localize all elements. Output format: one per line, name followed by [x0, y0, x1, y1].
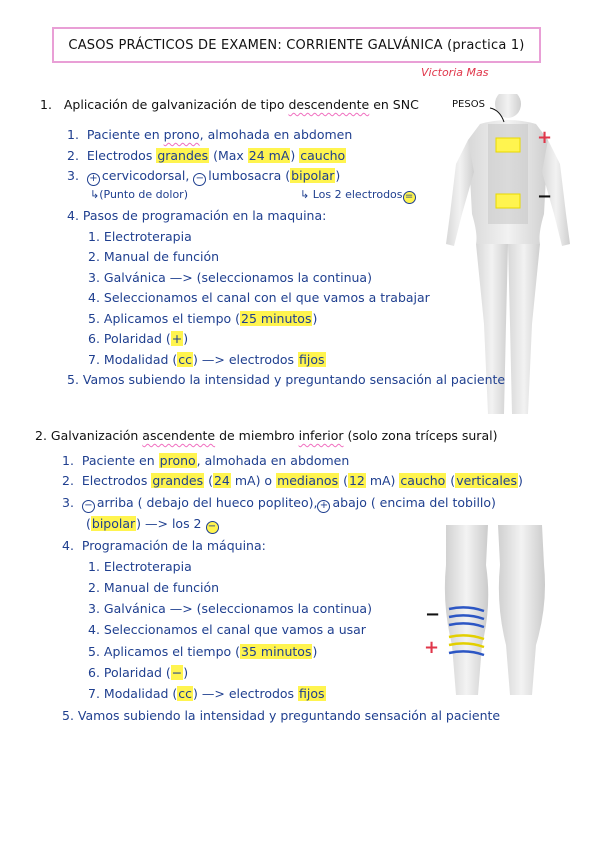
s2-item-4: 4. Programación de la máquina: — [62, 538, 266, 553]
s2-step-4: 4. Seleccionamos el canal que vamos a usar — [88, 622, 366, 637]
minus-sign-black: − — [537, 186, 553, 207]
left-arm-shape — [446, 140, 474, 246]
legs-figure — [432, 525, 556, 703]
left-leg-shape — [476, 244, 508, 414]
s1-step-5: 5. Aplicamos el tiempo (25 minutos) — [88, 311, 318, 326]
pesos-label: PESOS — [452, 99, 485, 110]
s1-step-4: 4. Seleccionamos el canal con el que vamos a trabajar — [88, 290, 430, 305]
head-shape — [495, 94, 521, 118]
s2-item-3: 3. − arriba ( debajo del hueco popliteo), + abajo ( encima del tobillo) — [62, 495, 496, 511]
s2-item-5: 5. Vamos subiendo la intensidad y preguntando sensación al paciente — [62, 708, 501, 723]
plus-circle-icon: + — [317, 500, 330, 513]
minus-circle-icon: − — [82, 500, 95, 513]
minus-sign-black: − — [425, 604, 441, 625]
upper-electrode — [496, 138, 520, 152]
s1-step-3: 3. Galvánica —> (seleccionamos la continua) — [88, 270, 372, 285]
page-title: CASOS PRÁCTICOS DE EXAMEN: CORRIENTE GALVÁNICA (practica 1) — [68, 37, 525, 53]
minus-circle-icon: − — [193, 173, 206, 186]
title-box — [52, 27, 541, 63]
s2-step-3: 3. Galvánica —> (seleccionamos la continua) — [88, 601, 372, 616]
s2-step-5: 5. Aplicamos el tiempo (35 minutos) — [88, 644, 318, 659]
s1-item-1: 1. Paciente en prono, almohada en abdomen — [67, 127, 353, 142]
s1-item-2: 2. Electrodos grandes (Max 24 mA) caucho — [67, 148, 346, 163]
s2-item-1: 1. Paciente en prono, almohada en abdomen — [62, 453, 350, 468]
equal-circle-icon: = — [403, 191, 416, 204]
s1-item-4: 4. Pasos de programación en la maquina: — [67, 208, 327, 223]
s2-item-2: 2. Electrodos grandes (24 mA) o medianos (12 mA) caucho (verticales) — [62, 473, 523, 488]
section2-heading: 2. Galvanización ascendente de miembro inferior (solo zona tríceps sural) — [35, 428, 498, 443]
s2-step-6: 6. Polaridad (−) — [88, 665, 189, 680]
s2-step-7: 7. Modalidad (cc) —> electrodos fijos — [88, 686, 325, 701]
s1-item-3-sub-electrodes: ↳ Los 2 electrodos = — [300, 187, 418, 204]
right-leg-shape — [508, 244, 540, 414]
s1-item-5: 5. Vamos subiendo la intensidad y preguntando sensación al paciente — [67, 372, 506, 387]
s1-step-1: 1. Electroterapia — [88, 229, 192, 244]
s1-item-3-sub-pain: ↳(Punto de dolor) — [90, 188, 188, 201]
section1-heading: 1. Aplicación de galvanización de tipo descendente en SNC — [40, 97, 419, 112]
s2-step-1: 1. Electroterapia — [88, 559, 192, 574]
plus-sign-red: + — [424, 637, 440, 658]
s1-step-6: 6. Polaridad (+) — [88, 331, 189, 346]
s2-step-2: 2. Manual de función — [88, 580, 220, 595]
s1-step-7: 7. Modalidad (cc) —> electrodos fijos — [88, 352, 325, 367]
minus-circle-icon: − — [206, 521, 219, 534]
right-calf-shape — [498, 525, 545, 695]
plus-circle-icon: + — [87, 173, 100, 186]
s1-item-3: 3. + cervicodorsal, − lumbosacra (bipolar) — [67, 168, 341, 184]
s2-item-3-line2: (bipolar) —> los 2 − — [86, 516, 221, 534]
plus-sign-red: + — [537, 127, 553, 148]
s1-step-2: 2. Manual de función — [88, 249, 220, 264]
lower-electrode — [496, 194, 520, 208]
author-signature: Victoria Mas — [421, 66, 489, 79]
